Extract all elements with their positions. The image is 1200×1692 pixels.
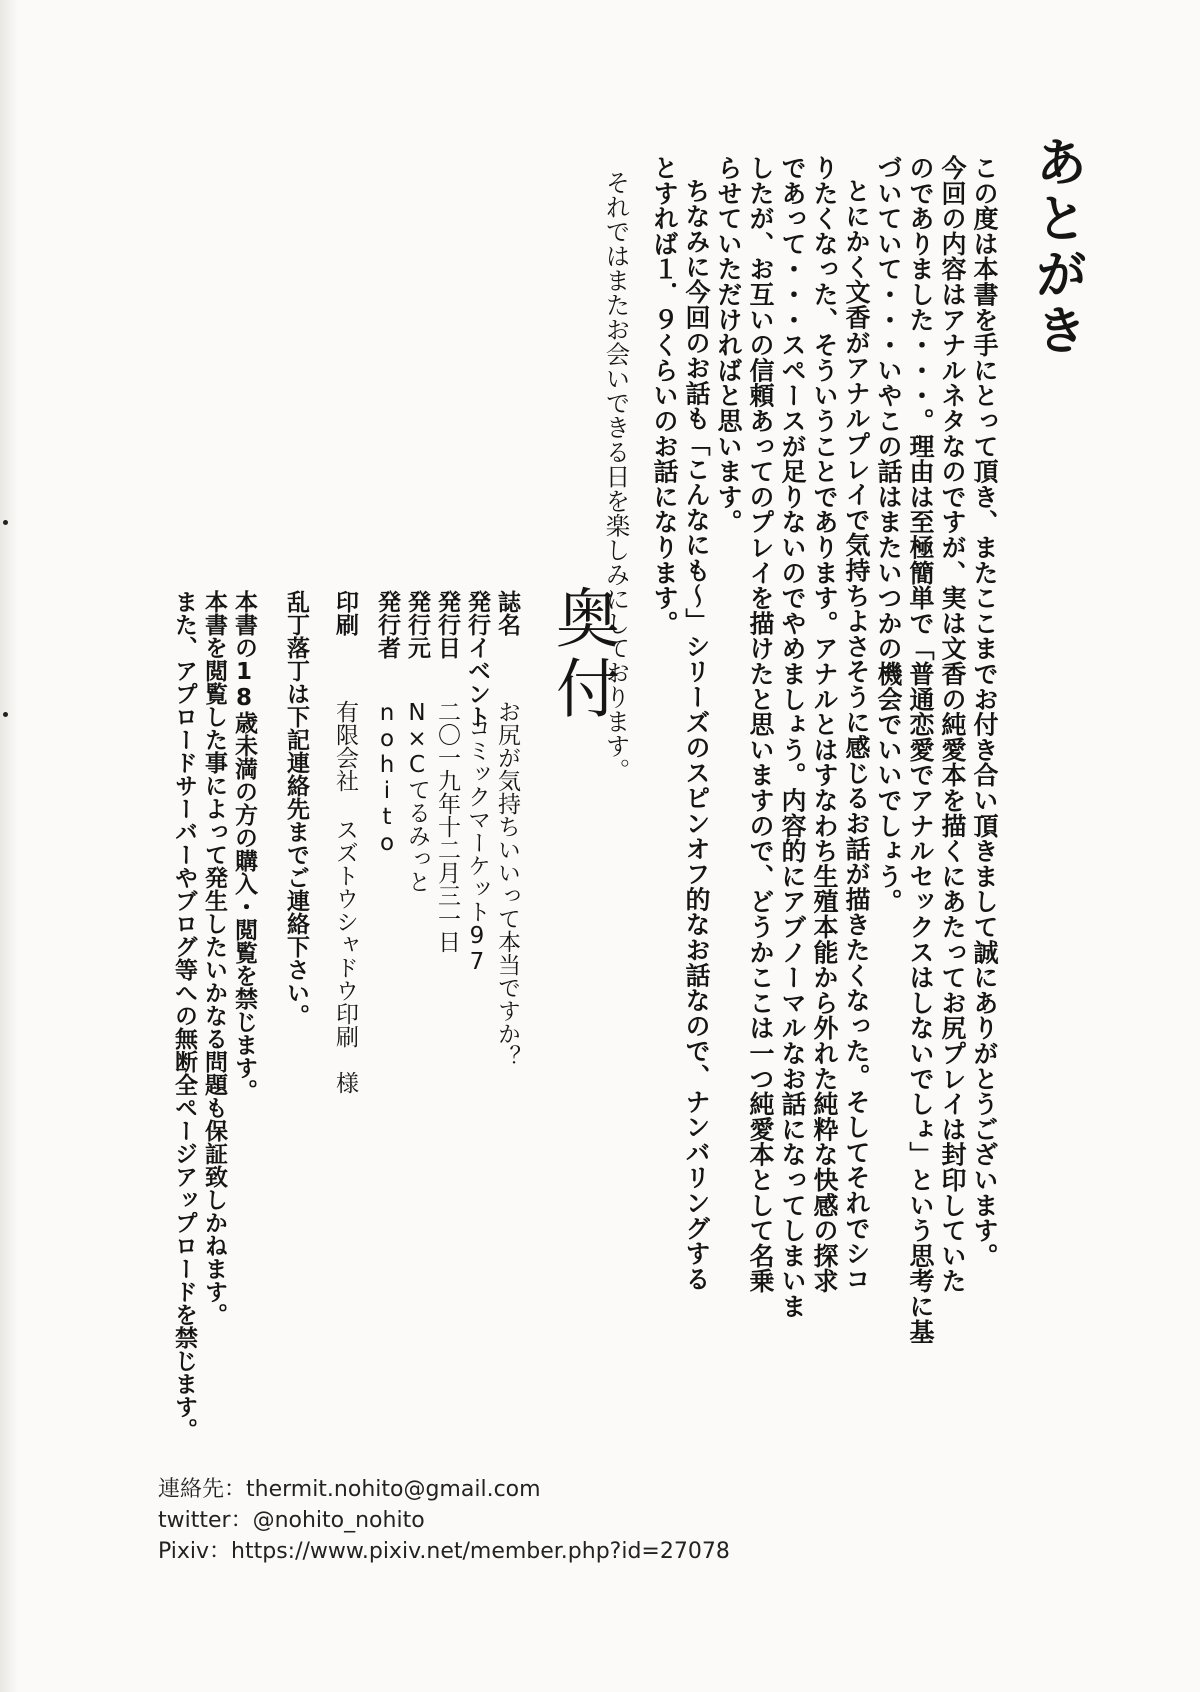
afterword-line: らせていただければと思います。 <box>714 155 743 535</box>
colophon-title: 奥付 <box>545 585 619 725</box>
colophon-note: また、アプロードサーバーやブログ等への無断全ページアップロードを禁じます。 <box>171 590 197 1441</box>
colophon-label-printer: 印刷 <box>332 590 358 636</box>
contact-pixiv: Pixiv：https://www.pixiv.net/member.php?id=27078 <box>158 1539 730 1564</box>
colophon-note: 乱丁落丁は下記連絡先までご連絡下さい。 <box>283 590 309 1027</box>
colophon-value-author: nohito <box>374 700 400 856</box>
afterword-line: であって・・・スペースが足りないのでやめましょう。内容的にアブノーマルなお話になってしまいま <box>778 155 807 1319</box>
afterword-line: ちなみに今回のお話も「こんなにも〜」シリーズのスピンオフ的なお話なので、ナンバリングする <box>682 178 711 1292</box>
colophon-note: 本書を閲覧した事によって発生したいかなる問題も保証致しかねます。 <box>201 590 227 1326</box>
scan-mark <box>3 712 8 717</box>
afterword-line: のでありました・・・。理由は至極簡単で「普通恋愛でアナルセックスはしないでしょ」という思考に基 <box>906 155 935 1345</box>
afterword-title: あとがき <box>1026 135 1086 359</box>
colophon-value-publisher: N×Cてるみっと <box>404 700 430 893</box>
contact-email: 連絡先：thermit.nohito@gmail.com <box>158 1477 541 1502</box>
contact-twitter: twitter：@nohito_nohito <box>158 1508 425 1533</box>
afterword-line: それではまたお会いできる日を楽しみにしております。 <box>602 170 632 783</box>
colophon-value-date: 二〇一九年十二月三一日 <box>434 700 460 953</box>
colophon-value-event: コミックマーケット97 <box>464 716 490 975</box>
colophon-value-printer: 有限会社 スズトウシャドウ印刷 様 <box>332 700 358 1094</box>
scan-mark <box>3 520 8 525</box>
afterword-line: づいていて・・・いやこの話はまたいつかの機会でいいでしょう。 <box>874 155 903 914</box>
colophon-label-publisher: 発行元 <box>404 590 430 659</box>
afterword-line: 今回の内容はアナルネタなのですが、実は文香の純愛本を描くにあたってお尻プレイは封印していた <box>938 155 967 1294</box>
colophon-label-date: 発行日 <box>434 590 460 659</box>
afterword-line: とすれば１．９くらいのお話になります。 <box>650 155 679 636</box>
afterword-line: したが、お互いの信頼あってのプレイを描けたと思いますので、どうかここは一つ純愛本として名乗 <box>746 155 775 1294</box>
colophon-label-author: 発行者 <box>374 590 400 659</box>
colophon-note: 本書の18歳未満の方の購入・閲覧を禁じます。 <box>231 590 257 1102</box>
colophon-label-event: 発行イベント <box>464 590 490 728</box>
scan-edge <box>0 0 18 1692</box>
afterword-line: とにかく文香がアナルプレイで気持ちよさそうに感じるお話が描きたくなった。そしてそれでシコ <box>842 178 871 1292</box>
colophon-value-title: お尻が気持ちいいって本当ですか？ <box>494 700 520 1068</box>
colophon-label-title: 誌名 <box>494 590 520 636</box>
afterword-line: この度は本書を手にとって頂き、またここまでお付き合い頂きまして誠にありがとうございます。 <box>970 155 999 1269</box>
afterword-line: りたくなった、そういうことであります。アナルとはすなわち生殖本能から外れた純粋な快感の探求 <box>810 155 839 1294</box>
